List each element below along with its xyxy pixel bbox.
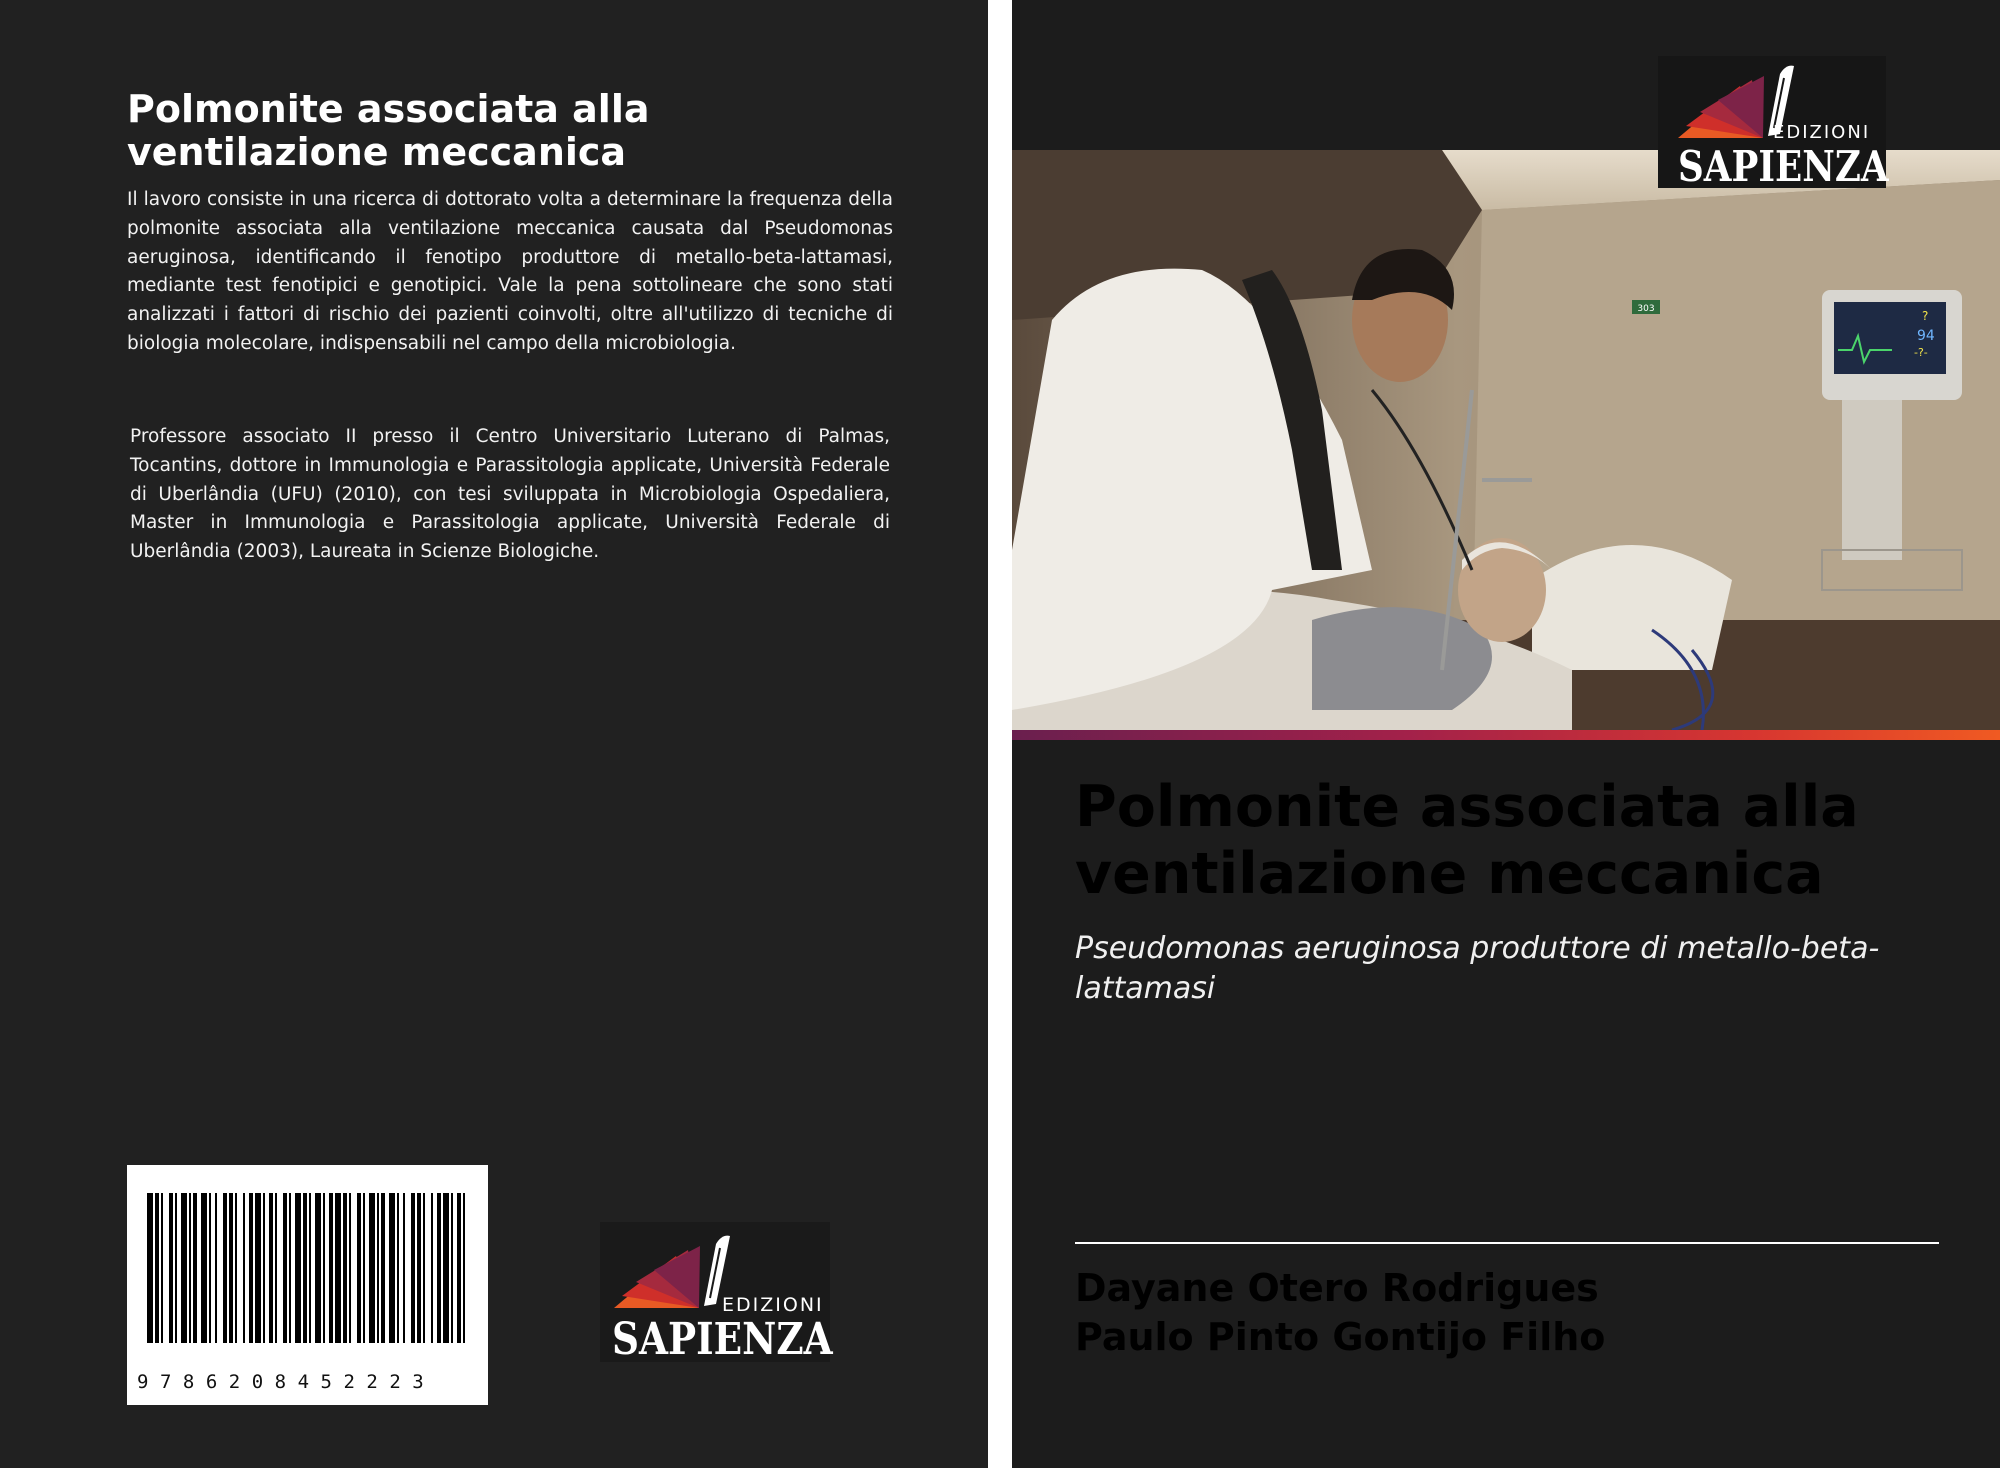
barcode-bar <box>335 1193 341 1343</box>
barcode-bar <box>329 1193 333 1343</box>
barcode-bar <box>275 1193 277 1343</box>
barcode-bar <box>463 1193 465 1343</box>
back-cover-title: Polmonite associata alla ventilazione meccanica <box>127 87 650 174</box>
title-divider <box>1075 1242 1939 1244</box>
barcode-bar <box>377 1193 379 1343</box>
accent-gradient-bar <box>1012 730 2000 740</box>
barcode-bar <box>369 1193 375 1343</box>
barcode-bar <box>249 1193 253 1343</box>
barcode-bar <box>235 1193 237 1343</box>
isbn-digits: 9786208452223 <box>137 1371 436 1393</box>
barcode-bar <box>309 1193 311 1343</box>
barcode-bar <box>437 1193 441 1343</box>
publisher-imprint: EDIZIONI <box>722 1294 824 1316</box>
barcode-bar <box>295 1193 301 1343</box>
monitor-reading-1: ? <box>1922 309 1929 323</box>
barcode-bar <box>451 1193 453 1343</box>
barcode-bar <box>381 1193 385 1343</box>
barcode-bar <box>161 1193 163 1343</box>
barcode-bar <box>155 1193 159 1343</box>
book-title: Polmonite associata alla ventilazione meccanica <box>1075 774 1859 907</box>
barcode-bar <box>403 1193 405 1343</box>
barcode-bar <box>411 1193 415 1343</box>
barcode-bar <box>209 1193 211 1343</box>
book-subtitle: Pseudomonas aeruginosa produttore di metallo-beta-lattamasi <box>1075 931 1880 1006</box>
back-cover <box>0 0 988 1468</box>
barcode-bar <box>349 1193 351 1343</box>
barcode-bars <box>147 1193 469 1343</box>
publisher-name: SAPIENZA <box>1678 142 1889 191</box>
author-bio: Professore associato II presso il Centro Universitario Luterano di Palmas, Tocantins, dottore in Immunologia e Parassitologia applicate, Università Federale di Uberlândia (UFU) (2010), con tesi sviluppata in Microbiologia Ospedaliera, Master in Immunologia e Parassitologia applicate, Università Federale di Uberlândia (2003), Laureata in Scienze Biologiche. <box>130 426 890 563</box>
barcode-bar <box>389 1193 395 1343</box>
barcode-bar <box>181 1193 187 1343</box>
barcode-bar <box>303 1193 307 1343</box>
isbn-barcode <box>127 1165 488 1405</box>
barcode-bar <box>269 1193 273 1343</box>
doctor-patient-photo <box>1012 150 2000 730</box>
barcode-bar <box>363 1193 365 1343</box>
barcode-bar <box>215 1193 217 1343</box>
barcode-bar <box>443 1193 449 1343</box>
barcode-bar <box>283 1193 287 1343</box>
barcode-bar <box>175 1193 177 1343</box>
room-number: 303 <box>1637 304 1655 314</box>
barcode-bar <box>263 1193 265 1343</box>
barcode-bar <box>431 1193 433 1343</box>
author-name-2: Paulo Pinto Gontijo Filho <box>1075 1315 1606 1359</box>
barcode-bar <box>147 1193 153 1343</box>
publisher-name: SAPIENZA <box>612 1314 833 1365</box>
barcode-bar <box>343 1193 347 1343</box>
cover-photo <box>1012 150 2000 730</box>
barcode-bar <box>193 1193 197 1343</box>
barcode-bar <box>315 1193 321 1343</box>
barcode-bar <box>243 1193 245 1343</box>
monitor-reading-2: 94 <box>1917 328 1935 344</box>
author-name-1: Dayane Otero Rodrigues <box>1075 1266 1599 1310</box>
barcode-bar <box>223 1193 227 1343</box>
barcode-bar <box>189 1193 191 1343</box>
back-cover-summary: Il lavoro consiste in una ricerca di dottorato volta a determinare la frequenza della polmonite associata alla ventilazione meccanica causata dal Pseudomonas aeruginosa, identificando il fenotipo produttore di metallo-beta-lattamasi, mediante test fenotipici e genotipici. Vale la pena sottolineare che sono stati analizzati i fattori di rischio dei pazienti coinvolti, oltre all'utilizzo di tecniche di biologia molecolare, indispensabili nel campo della microbiologia. <box>127 189 893 354</box>
barcode-bar <box>423 1193 425 1343</box>
monitor-reading-3: -?- <box>1914 346 1928 359</box>
barcode-bar <box>457 1193 461 1343</box>
publisher-imprint: EDIZIONI <box>1773 122 1871 143</box>
barcode-bar <box>323 1193 325 1343</box>
barcode-bar <box>201 1193 207 1343</box>
barcode-bar <box>169 1193 173 1343</box>
barcode-bar <box>229 1193 233 1343</box>
spine-divider <box>988 0 1012 1468</box>
barcode-bar <box>255 1193 261 1343</box>
pillow <box>1532 545 1732 670</box>
barcode-bar <box>357 1193 361 1343</box>
barcode-bar <box>417 1193 421 1343</box>
barcode-bar <box>397 1193 399 1343</box>
publisher-logo-back <box>600 1222 833 1365</box>
publisher-logo-front <box>1658 56 1889 191</box>
barcode-bar <box>289 1193 291 1343</box>
